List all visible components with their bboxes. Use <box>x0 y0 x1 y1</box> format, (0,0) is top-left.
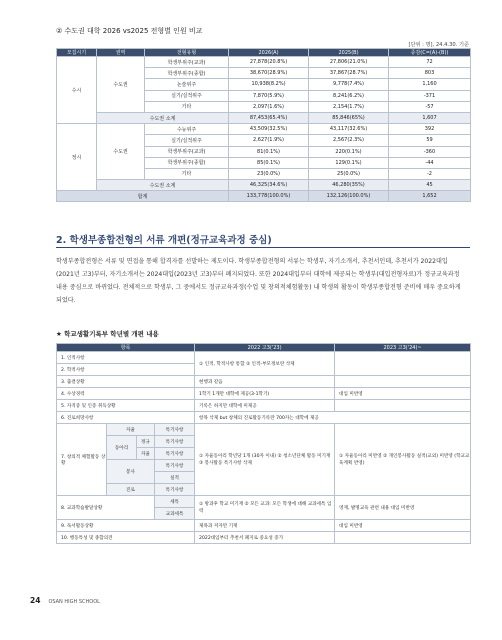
table-row: 교과세특 <box>57 508 471 520</box>
table-row: 5. 자격증 및 인증 취득상황 기록은 하지만 대학에 미제공 <box>57 400 471 412</box>
subsection-title: ★ 학교생활기록부 학년별 개편 내용 <box>56 330 159 338</box>
page-footer <box>30 596 100 605</box>
page-number: 24 <box>30 596 41 605</box>
table-row: 2. 학적사항 <box>57 364 471 376</box>
table-row: 논술위주 10,938(8.2%) 9,778(7.4%) 1,160 <box>57 79 471 90</box>
table-row: 진로 특기사항 <box>57 484 471 496</box>
table-row: 수시 수도권 학생부위주(교과) 27,878(20.8%) 27,806(21.0%) 72 <box>57 57 471 68</box>
table-row: 자율 특기사항 <box>57 448 471 460</box>
region-cell: 수도권 <box>97 57 145 113</box>
section-title: 2. 학생부종합전형의 서류 개편(정규교육과정 중심) <box>56 235 272 246</box>
table-row: 실기/실적위주 2,627(1.9%) 2,567(2.3%) 59 <box>57 135 471 146</box>
total-row: 합계 133,778(100.0%) 132,126(100.0%) 1,652 <box>57 191 471 202</box>
col-header: 권역 <box>97 49 145 57</box>
table-row: 정시 수도권 수능위주 43,509(32.5%) 43,117(32.6%) 392 <box>57 124 471 135</box>
table-row: 실적 <box>57 472 471 484</box>
table-row: 봉사 특기사항 <box>57 460 471 472</box>
unit-note: [단위 : 명], 24.4.30. 기준 <box>408 42 469 48</box>
table-row: 기타 2,097(1.6%) 2,154(1.7%) -57 <box>57 101 471 112</box>
col-header: 항목 <box>57 344 195 352</box>
period-cell: 수시 <box>57 57 97 124</box>
table-row: 실기/실적위주 7,870(5.9%) 8,241(6.2%) -371 <box>57 90 471 101</box>
table-row: 6. 진로희망사항 항목 삭제 but 창체의 진로활동기록란 700자는 대학에 제공 <box>57 412 471 424</box>
table-row: 9. 독서활동상황 제목과 저자만 기재 대입 미반영 <box>57 520 471 532</box>
col-header: 2026(A) <box>229 49 309 57</box>
table-row: 3. 출결상황 현행과 같음 <box>57 376 471 388</box>
col-header: 전형유형 <box>145 49 229 57</box>
section-divider <box>56 247 470 248</box>
table-row: 학생부위주(종합) 85(0.1%) 129(0.1%) -44 <box>57 157 471 168</box>
col-header: 모집시기 <box>57 49 97 57</box>
period-cell: 정시 <box>57 124 97 191</box>
record-reform-table <box>56 343 471 544</box>
body-paragraph: 학생부종합전형은 서류 및 면접을 통해 합격자를 선발하는 제도이다. 학생부종합전형의 서류는 학생부, 자기소개서, 추천서인데, 추천서가 2022대입(2021년 고3)부터, 자기소개서는 2024대입(2023년 고3)부터 폐지되었다. 또한 2024대입부터 대학에 제공되는 학생부(대입전형자료)가 정규교육과정 내용 중심으로 바뀌었다. 전체적으로 학생부, 그 중에서도 정규교육과정(수업 및 창의적체험활동) 내 학생의 활동이 학생부종합전형 준비에 매우 중요하게 되었다. <box>56 258 461 304</box>
admission-comparison-table <box>56 48 471 202</box>
col-header: 2025(B) <box>309 49 389 57</box>
table-row: 1. 인적사항 ① 인적, 학적사항 통합 ② 인적-부모정보란 삭제 <box>57 352 471 364</box>
subtotal-row: 수도권 소계 46,325(34.6%) 46,280(35%) 45 <box>57 180 471 191</box>
region-cell: 수도권 <box>97 124 145 180</box>
table-row: 학생부위주(교과) 81(0.1%) 220(0.1%) -360 <box>57 146 471 157</box>
table-row: 학생부위주(종합) 38,670(28.9%) 37,867(28.7%) 803 <box>57 68 471 79</box>
table-row: 4. 수상경력 1학기 1개만 대학에 제공(3-1학기) 대입 미반영 <box>57 388 471 400</box>
col-header: 2022 고3('23) <box>195 344 335 352</box>
table-row: 기타 23(0.0%) 25(0.0%) -2 <box>57 168 471 179</box>
table-row: 동아리 정규 특기사항 <box>57 436 471 448</box>
table-row: 8. 교과학습발달상황 세특 ① 방과후 학교 미기재 ② 모든 교과: 모든 학생에 대해 교과세특 입력 영재, 발명교육 관련 내용 대입 미반영 <box>57 496 471 508</box>
col-header: 2023 고3('24)~ <box>335 344 471 352</box>
table-caption: ② 수도권 대학 2026 vs2025 전형별 인원 비교 <box>56 27 203 35</box>
col-header: 증감(C=(A)-(B)) <box>389 49 471 57</box>
table-row: 7. 창의적 체험활동 상황 자율 특기사항 ① 자율동아리 학년당 1개 (30자 이내) ② 청소년단체 활동 미기재 ③ 봉사활동 특기사항 삭제 ① 자율동아리 미반영 ② 개인봉사활동 실적(교외) 미반영 (학교교육계획 반영) <box>57 424 471 436</box>
subtotal-row: 수도권 소계 87,453(65.4%) 85,846(65%) 1,607 <box>57 112 471 123</box>
table-row: 10. 행동특성 및 종합의견 2022대입부터 추천서 폐지로 중요성 증가 <box>57 532 471 544</box>
school-name: OSAN HIGH SCHOOL <box>48 599 100 605</box>
